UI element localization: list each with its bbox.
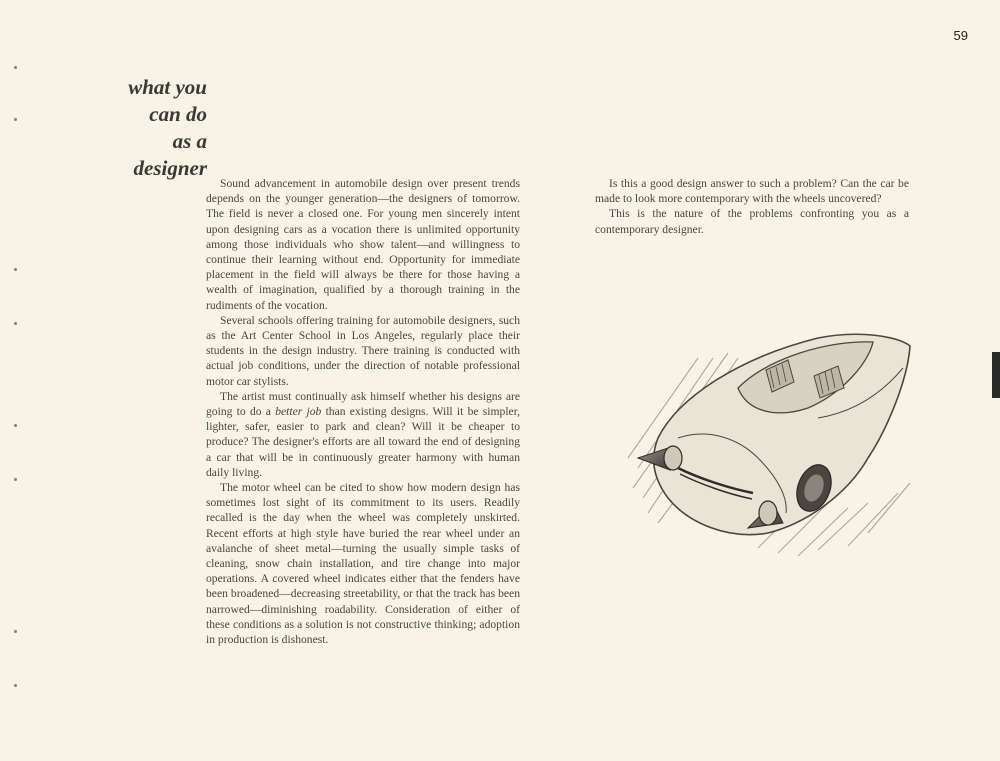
binder-hole <box>14 268 17 271</box>
left-text-column <box>206 176 520 647</box>
paragraph: Several schools offering training for automobile designers, such as the Art Center School in Los Angeles, regularly place their students in the design industry. There training is conducted with actual job conditions, under the direction of notable professional motor car stylists. <box>206 313 520 388</box>
paragraph-text: than existing designs. Will it be simpler, lighter, safer, easier to park and clean? Will it be cheaper to produce? The designer's efforts are all toward the end of designing a car that will be in continuously greater harmony with human daily living. <box>206 405 521 479</box>
binder-hole <box>14 66 17 69</box>
binder-hole <box>14 684 17 687</box>
heading-line: can do <box>149 102 207 126</box>
emphasis-text: better job <box>275 405 322 419</box>
binder-hole <box>14 322 17 325</box>
paragraph: The motor wheel can be cited to show how modern design has sometimes lost sight of its commitment to its users. Readily recalled is the day when the wheel was completely unskirted. Recent efforts at high style have buried the rear wheel under an avalanche of sheet metal—turning the usually simple tasks of cleaning, snow chain installation, and tire change into major operations. A covered wheel indicates either that the fenders have been broadened—decreasing streetability, or that the track has been narrowed—diminishing roadability. Consideration of either of these conditions as a solution is not constructive thinking; adoption in production is dishonest. <box>206 481 520 647</box>
paragraph: This is the nature of the problems confronting you as a contemporary designer. <box>595 207 909 236</box>
paragraph-text: The artist must continually ask himself whether his designs are going to do a <box>206 389 520 419</box>
paragraph: Is this a good design answer to such a problem? Can the car be made to look more contemporary with the wheels uncovered? <box>595 177 909 206</box>
heading-line: designer <box>133 156 207 180</box>
binder-hole <box>14 424 17 427</box>
paragraph: Sound advancement in automobile design over present trends depends on the younger generation—the designers of tomorrow. The field is never a closed one. For young men sincerely intent upon designing cars as a vocation there is unlimited opportunity among those individuals who show talent—and willingness to continue their learning without end. Opportunity for immediate placement in the field will always be there for those having a wealth of imagination, qualified by a thorough training in the rudiments of the vocation. <box>206 177 520 312</box>
paragraph <box>206 389 520 480</box>
page-number: 59 <box>953 28 968 43</box>
binder-hole <box>14 478 17 481</box>
section-heading <box>95 74 207 182</box>
binder-hole <box>14 630 17 633</box>
car-sketch-illustration <box>618 318 918 558</box>
binder-hole <box>14 118 17 121</box>
page-edge-tab <box>992 352 1000 398</box>
right-text-column <box>595 176 909 237</box>
heading-line: as a <box>172 129 207 153</box>
heading-line: what you <box>128 75 207 99</box>
